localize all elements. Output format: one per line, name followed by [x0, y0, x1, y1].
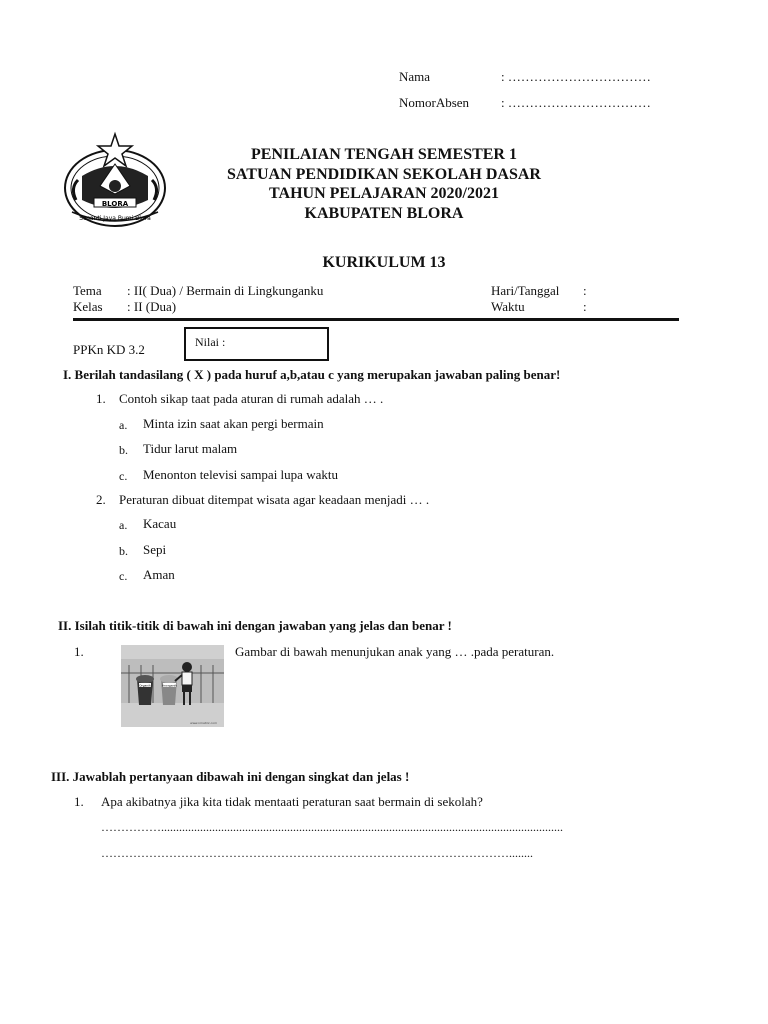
- option-text[interactable]: Menonton televisi sampai lupa waktu: [143, 467, 338, 482]
- option-letter[interactable]: a.: [119, 518, 128, 532]
- question-number: 1.: [96, 391, 106, 406]
- kd-label: PPKn KD 3.2: [73, 342, 145, 357]
- kelas-label: Kelas: [73, 299, 103, 314]
- option-letter[interactable]: a.: [119, 418, 128, 432]
- option-letter[interactable]: b.: [119, 544, 128, 558]
- header-line-3: TAHUN PELAJARAN 2020/2021: [269, 185, 499, 202]
- tema-label: Tema: [73, 283, 102, 298]
- waktu-label: Waktu: [491, 299, 525, 314]
- header-divider: [73, 318, 679, 321]
- option-letter[interactable]: b.: [119, 443, 128, 457]
- nilai-label: Nilai :: [195, 335, 226, 349]
- question-number: 2.: [96, 492, 106, 507]
- question-text: Apa akibatnya jika kita tidak mentaati peraturan saat bermain di sekolah?: [101, 794, 483, 809]
- waktu-field[interactable]: :: [583, 299, 587, 314]
- question-number: 1.: [74, 644, 84, 659]
- blora-seal-logo: [60, 130, 170, 230]
- question-number: 1.: [74, 794, 84, 809]
- option-text[interactable]: Minta izin saat akan pergi bermain: [143, 416, 324, 431]
- name-label: Nama: [399, 69, 431, 84]
- absen-label: NomorAbsen: [399, 95, 470, 110]
- question-text: Peraturan dibuat ditempat wisata agar keadaan menjadi … .: [119, 492, 430, 507]
- option-text[interactable]: Tidur larut malam: [143, 441, 238, 456]
- section-1-heading: I. Berilah tandasilang ( X ) pada huruf a,b,atau c yang merupakan jawaban paling benar!: [63, 367, 561, 382]
- seal-motto: Sesanti Jaya Bumi Blora: [79, 215, 151, 222]
- option-letter[interactable]: c.: [119, 469, 128, 483]
- section-2-heading: II. Isilah titik-titik di bawah ini dengan jawaban yang jelas dan benar !: [58, 618, 452, 633]
- bin-label-right: Anorganik: [161, 683, 178, 688]
- section-3-heading: III. Jawablah pertanyaan dibawah ini dengan singkat dan jelas !: [51, 769, 410, 784]
- question-text: Gambar di bawah menunjukan anak yang … .pada peraturan.: [235, 644, 555, 659]
- curriculum-title: KURIKULUM 13: [322, 254, 446, 271]
- bin-label-left: Organik: [139, 683, 151, 688]
- header-line-2: SATUAN PENDIDIKAN SEKOLAH DASAR: [227, 166, 541, 183]
- question-text: Contoh sikap taat pada aturan di rumah adalah … .: [119, 391, 384, 406]
- option-text[interactable]: Sepi: [143, 542, 167, 557]
- tema-value: : II( Dua) / Bermain di Lingkunganku: [127, 283, 324, 298]
- absen-field[interactable]: : ……………………………: [501, 95, 651, 110]
- illustration-trash-bins: [121, 645, 224, 727]
- option-letter[interactable]: c.: [119, 569, 128, 583]
- hari-field[interactable]: :: [583, 283, 587, 298]
- seal-text: BLORA: [101, 200, 129, 208]
- header-line-1: PENILAIAN TENGAH SEMESTER 1: [251, 146, 517, 163]
- option-text[interactable]: Kacau: [143, 516, 177, 531]
- option-text[interactable]: Aman: [143, 567, 175, 582]
- kelas-value: : II (Dua): [127, 299, 177, 314]
- answer-line[interactable]: ……………......................................................................................................................................: [101, 820, 563, 834]
- hari-label: Hari/Tanggal: [491, 283, 560, 298]
- answer-line[interactable]: …………………………………………………………………………………………........: [101, 846, 533, 860]
- image-credit: www.nmatriz.com: [190, 721, 217, 725]
- nilai-box[interactable]: [184, 327, 329, 361]
- name-field[interactable]: : ……………………………: [501, 69, 651, 84]
- header-line-4: KABUPATEN BLORA: [304, 205, 464, 222]
